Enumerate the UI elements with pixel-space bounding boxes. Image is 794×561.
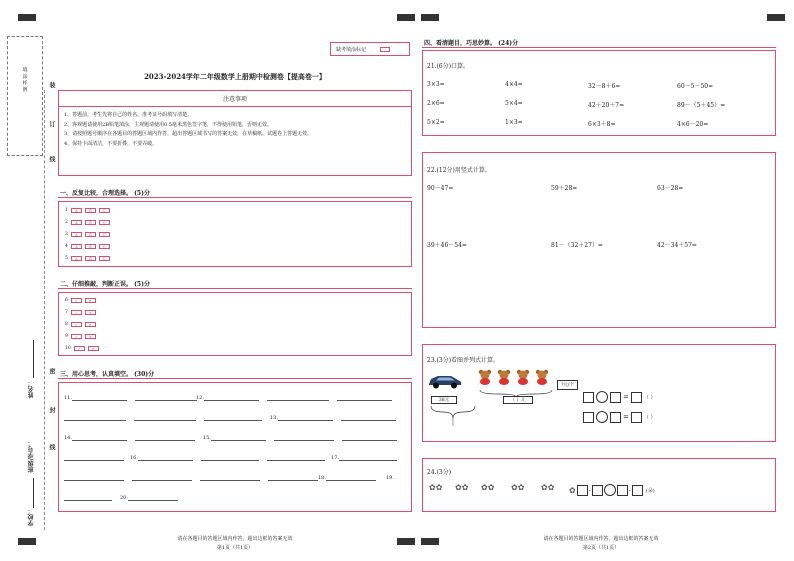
- check-icon[interactable]: ✓: [71, 298, 82, 303]
- check-icon[interactable]: ✓: [74, 346, 85, 351]
- q21-item: 42＋20＋7=: [588, 102, 625, 109]
- judge-row: 7 ✓ ✕: [65, 310, 96, 315]
- sample-box: [7, 36, 43, 156]
- section-4-title: 四、看清题目，巧思妙算。 (24)分: [424, 40, 519, 47]
- q11-num: 11.: [64, 395, 72, 401]
- answer-square[interactable]: [577, 485, 588, 496]
- notice-item: 3、请按照题号顺序在各题目的答题区域内作答，超出答题区域书写的答案无效，在草稿纸、试题卷上答题无效。: [64, 131, 313, 137]
- section-2-line: [58, 288, 412, 289]
- blank[interactable]: [267, 395, 329, 401]
- q22-title: 22.(12分)用竖式计算。: [427, 167, 491, 174]
- q16-num: 16.: [130, 455, 138, 461]
- section-1-title: 一、反复比较，合理选择。 (5)分: [60, 190, 150, 197]
- answer-square[interactable]: [610, 412, 621, 423]
- choice-row: 4 A B C: [65, 244, 110, 249]
- left-footer-note: 请在各题目的答题区域内作答，超出边框的答案无效: [177, 536, 293, 542]
- notice-item: 2、客观题请使用2B铅笔填涂，主观题请使用0.5毫米黑色签字笔，不得使用铅笔，否则无效。: [64, 121, 272, 128]
- margin-dashed-line: [44, 90, 45, 530]
- q21-item: 2×6=: [427, 100, 445, 107]
- flower-icon: ✿✿: [511, 483, 525, 492]
- flower-icon: ✿✿: [455, 483, 469, 492]
- q14-num: 14.: [64, 435, 72, 441]
- judge-row: 8 ✓ ✕: [65, 322, 96, 327]
- notice-title: 注意事项: [59, 91, 411, 107]
- q24-title: 24.(3分): [427, 469, 452, 476]
- q21-item: 5×2=: [427, 119, 445, 126]
- blank[interactable]: [274, 435, 334, 441]
- q23-equation-1: = （ ）: [583, 391, 655, 403]
- q22-item: 90－47=: [427, 185, 454, 192]
- blank[interactable]: [135, 435, 195, 441]
- fold-char-1: 装: [48, 82, 55, 88]
- page-title: 2023-2024学年二年级数学上册期中检测卷【提高卷一】: [144, 72, 326, 81]
- name-field[interactable]: [33, 340, 34, 378]
- blank[interactable]: [134, 415, 196, 421]
- section-4-line: [422, 47, 776, 48]
- choice-row: 3 A B C: [65, 232, 110, 237]
- blank[interactable]: [204, 415, 262, 421]
- absent-checkbox[interactable]: [380, 47, 390, 52]
- answer-square[interactable]: [631, 392, 642, 403]
- brace-icon: [429, 404, 477, 428]
- blank[interactable]: [128, 495, 178, 501]
- section-3-box: [58, 382, 412, 512]
- corner-marker-tr: [767, 14, 785, 21]
- blank[interactable]: [64, 415, 126, 421]
- q24-equation: ✿ - - (朵): [569, 485, 655, 495]
- q22-item: 63－28=: [657, 185, 684, 192]
- section-3-line: [58, 378, 412, 379]
- school-label: 学校：: [28, 508, 35, 526]
- cross-icon[interactable]: ✕: [85, 322, 96, 327]
- blank[interactable]: [267, 455, 325, 461]
- seal-char-3: 线: [48, 444, 55, 450]
- blank[interactable]: [64, 495, 112, 501]
- q19-num: 19.: [385, 475, 394, 481]
- flower-icon: ✿: [569, 485, 576, 495]
- section-1-line: [58, 197, 412, 198]
- answer-square[interactable]: [583, 412, 594, 423]
- q21-box: [422, 50, 776, 136]
- answer-square[interactable]: [632, 485, 643, 496]
- corner-marker-tm2: [421, 14, 439, 21]
- corner-marker-tl: [18, 14, 36, 21]
- q22-item: 81－（32＋27）=: [551, 242, 603, 249]
- car-price-box: 38元: [431, 396, 457, 404]
- blank[interactable]: [341, 415, 396, 421]
- notice-box: [58, 90, 412, 176]
- blank[interactable]: [132, 475, 192, 481]
- section-2-box: [58, 292, 412, 356]
- check-icon[interactable]: ✓: [71, 310, 82, 315]
- cross-icon[interactable]: ✕: [88, 346, 99, 351]
- blank[interactable]: [64, 455, 124, 461]
- left-footer-page: 第1页（共1页）: [216, 545, 254, 551]
- seal-char-1: 密: [48, 368, 55, 374]
- cross-icon[interactable]: ✕: [85, 298, 96, 303]
- right-footer-note: 请在各题目的答题区域内作答，超出边框的答案无效: [543, 536, 659, 542]
- choice-row: 5 A B C: [65, 256, 110, 261]
- q21-item: 3×3=: [427, 81, 445, 88]
- operator-circle[interactable]: [596, 411, 608, 423]
- q20-num: 20.: [120, 495, 128, 501]
- q24-box: [422, 458, 776, 512]
- blank[interactable]: [200, 475, 260, 481]
- q18-num: 18.: [318, 475, 326, 481]
- bears-total-box[interactable]: （ ）元: [503, 396, 533, 404]
- blank[interactable]: [72, 395, 127, 401]
- cross-icon[interactable]: ✕: [85, 334, 96, 339]
- q22-item: 39＋46－54=: [427, 242, 467, 249]
- judge-row: 10 ✓ ✕: [65, 346, 99, 351]
- answer-square[interactable]: [583, 392, 594, 403]
- blank[interactable]: [211, 435, 266, 441]
- fold-char-3: 线: [48, 156, 55, 162]
- blank[interactable]: [326, 475, 376, 481]
- q22-item: 59＋28=: [551, 185, 578, 192]
- absent-mark-box: [330, 42, 410, 56]
- check-icon[interactable]: ✓: [71, 322, 82, 327]
- blank[interactable]: [268, 475, 318, 481]
- q21-item: 6×3＋8=: [588, 121, 616, 128]
- operator-circle[interactable]: [596, 391, 608, 403]
- notice-item: 1、答题前，考生先将自己的姓名、准考证号码填写清楚。: [64, 112, 193, 118]
- answer-square[interactable]: [617, 485, 628, 496]
- corner-marker-tm1: [397, 14, 415, 21]
- q23-title: 23.(3分)看图并列式计算。: [427, 357, 500, 364]
- section-1-box: [58, 201, 412, 267]
- q13-num: 13.: [270, 415, 278, 421]
- q21-item: 89－（5＋45）=: [677, 102, 726, 109]
- corner-marker-bl: [18, 538, 36, 545]
- notice-item: 4、保持卡面清洁，不要折叠，不要弄破。: [64, 140, 158, 147]
- blank[interactable]: [201, 455, 259, 461]
- fold-char-2: 订: [48, 121, 55, 127]
- q23-equation-2: = （ ）: [583, 411, 655, 423]
- right-footer-page: 第2页（共1页）: [582, 545, 620, 551]
- blank[interactable]: [339, 455, 397, 461]
- name-label: 姓名：: [28, 380, 35, 398]
- bear-icon: [535, 369, 549, 385]
- q21-item: 60－5－50=: [677, 83, 714, 90]
- q21-item: 32－8＋6=: [588, 83, 621, 90]
- corner-marker-bm2: [421, 538, 439, 545]
- q23-box: [422, 344, 776, 442]
- answer-square[interactable]: [631, 412, 642, 423]
- sample-text: 填 涂 样 例: [21, 67, 28, 92]
- flower-icon: ✿✿: [541, 483, 555, 492]
- cross-icon[interactable]: ✕: [85, 310, 96, 315]
- q24-unit: (朵): [645, 487, 655, 494]
- flower-icon: ✿✿: [481, 483, 495, 492]
- section-3-title: 三、用心思考，认真填空。 (30)分: [60, 371, 155, 378]
- bear-group: [478, 369, 558, 389]
- check-icon[interactable]: ✓: [71, 334, 82, 339]
- answer-square[interactable]: [610, 392, 621, 403]
- q21-item: 4×4=: [505, 81, 523, 88]
- q21-title: 21.(6分)口算。: [427, 63, 470, 70]
- corner-marker-bm1: [397, 538, 415, 545]
- blank[interactable]: [138, 455, 193, 461]
- blank[interactable]: [342, 435, 397, 441]
- q21-item: 4×6－20=: [677, 121, 709, 128]
- blank[interactable]: [337, 395, 392, 401]
- q21-item: 5×4=: [505, 100, 523, 107]
- blank[interactable]: [72, 435, 127, 441]
- choice-row: 1 A B C: [65, 208, 110, 213]
- bear-icon: [478, 369, 492, 385]
- q12-num: 12.: [196, 395, 204, 401]
- q17-num: 17.: [330, 455, 339, 461]
- q22-item: 42－34＋57=: [657, 242, 697, 249]
- blank[interactable]: [204, 395, 259, 401]
- section-2-title: 二、仔细推敲，判断正误。 (5)分: [60, 281, 150, 288]
- q22-box: [422, 152, 776, 328]
- seal-char-2: 封: [48, 407, 55, 413]
- choice-row: 2 A B C: [65, 220, 110, 225]
- judge-row: 9 ✓ ✕: [65, 334, 96, 339]
- operator-circle[interactable]: [604, 484, 616, 496]
- bear-icon: [516, 369, 530, 385]
- flower-icon: ✿✿: [429, 483, 443, 492]
- car-icon: [427, 373, 463, 389]
- blank[interactable]: [64, 475, 124, 481]
- absent-label: 缺考填涂标记: [336, 46, 367, 53]
- blank[interactable]: [135, 395, 197, 401]
- q15-num: 15.: [202, 435, 211, 441]
- class-field[interactable]: [33, 478, 34, 508]
- blank[interactable]: [278, 415, 333, 421]
- bear-icon: [497, 369, 511, 385]
- q21-item: 1×3=: [505, 119, 523, 126]
- answer-square[interactable]: [592, 485, 603, 496]
- bear-price-bubble: ?元/个: [557, 380, 578, 390]
- judge-row: 6 ✓ ✕: [65, 298, 96, 303]
- class-label: 班级/学号：: [28, 440, 35, 473]
